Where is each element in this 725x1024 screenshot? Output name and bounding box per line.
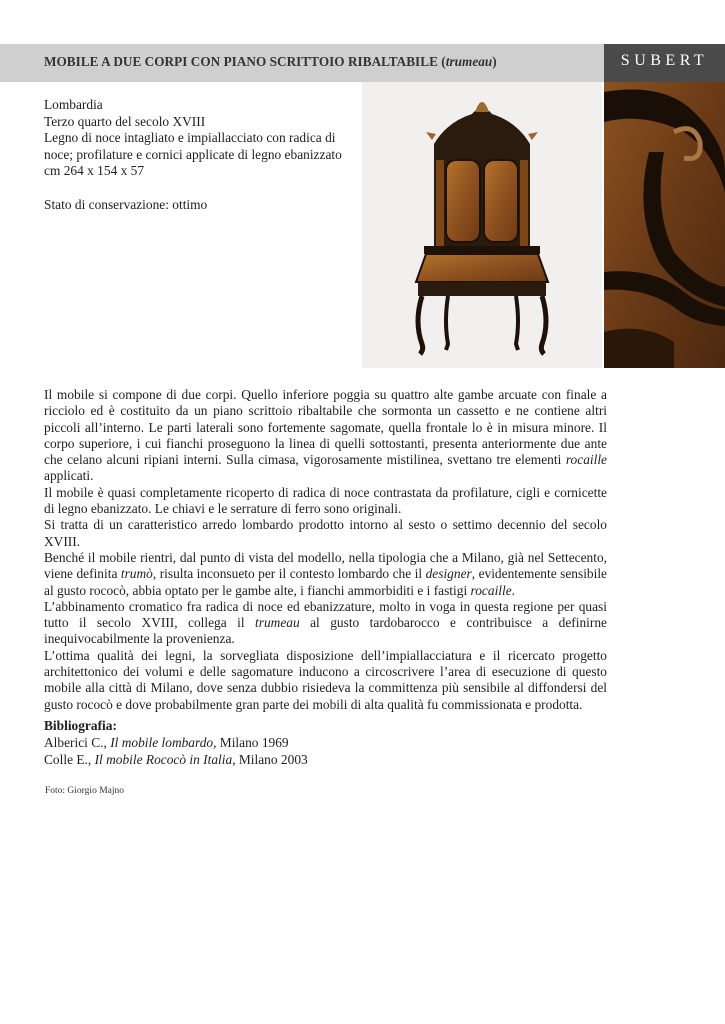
condition: Stato di conservazione: ottimo bbox=[44, 196, 208, 212]
region: Lombardia bbox=[44, 97, 103, 112]
bibliography-heading: Bibliografia: bbox=[44, 718, 117, 733]
description-paragraph: Il mobile è quasi completamente ricoperto di radica di noce contrastata da profilature, cigli e cornicette di legno ebanizzato. Le chiavi e le serrature di ferro sono originali. bbox=[44, 484, 607, 517]
description-paragraph: L’abbinamento cromatico fra radica di noce ed ebanizzature, molto in voga in questa regione per quasi tutto il secolo XVIII, collega il trumeau al gusto tardobarocco e contribuisce a definirne inequivocabilmente la provenienza. bbox=[44, 598, 607, 647]
bibliography-entry: Alberici C., Il mobile lombardo, Milano 1969 bbox=[44, 735, 289, 750]
brand-logo: SUBERT bbox=[620, 52, 709, 69]
furniture-photo bbox=[362, 82, 602, 368]
description-paragraph: L’ottima qualità dei legni, la sorvegliata disposizione dell’impiallacciatura e il ricercato progetto architettonico dei volumi e delle sagomature inducono a circoscrivere l’area di esecuzione di questo mobile alla città di Milano, dove senza dubbio risiedeva la committenza più sensibile al diffondersi del gusto rococò e dove probabilmente gran parte dei mobili di alta qualità fu commissionata e prodotta. bbox=[44, 647, 607, 712]
page-title: MOBILE A DUE CORPI CON PIANO SCRITTOIO RIBALTABILE (trumeau) bbox=[44, 54, 497, 69]
dimensions: cm 264 x 154 x 57 bbox=[44, 163, 145, 179]
bibliography-entry: Colle E., Il mobile Rococò in Italia, Milano 2003 bbox=[44, 752, 308, 767]
description-paragraph: Si tratta di un caratteristico arredo lombardo prodotto intorno al sesto o settimo decennio del secolo XVIII. bbox=[44, 517, 607, 549]
description bbox=[44, 387, 607, 713]
description-paragraph: Benché il mobile rientri, dal punto di vista del modello, nella tipologia che a Milano, già nel Settecento, viene definita trumò, risulta inconsueto per il contesto lombardo che il designer, evidentemente sensibile al gusto rococò, abbia optato per le gambe alte, i fianchi ammorbiditi e i fastigi rocaille. bbox=[44, 549, 607, 598]
date: Terzo quarto del secolo XVIII bbox=[44, 113, 206, 129]
material: Legno di noce intagliato e impiallacciato con radica di noce; profilature e cornici applicate di legno ebanizzato bbox=[44, 130, 342, 162]
description-paragraph: Il mobile si compone di due corpi. Quello inferiore poggia su quattro alte gambe arcuate con finale a ricciolo ed è costituito da un piano scrittoio ribaltabile che sormonta un cassetto e ne contiene altri piccoli all’interno. Le parti laterali sono fortemente sagomate, quella frontale lo è in misura minore. Il corpo superiore, i cui fianchi proseguono la linea di quelli sottostanti, presenta anteriormente due ante che celano alcuni ripiani interni. Sulla cimasa, vigorosamente mistilinea, svettano tre elementi rocaille applicati. bbox=[44, 387, 607, 484]
detail-photo bbox=[604, 82, 725, 368]
object-details bbox=[44, 97, 354, 213]
photo-credit: Foto: Giorgio Majno bbox=[45, 786, 124, 796]
bibliography bbox=[44, 717, 544, 768]
